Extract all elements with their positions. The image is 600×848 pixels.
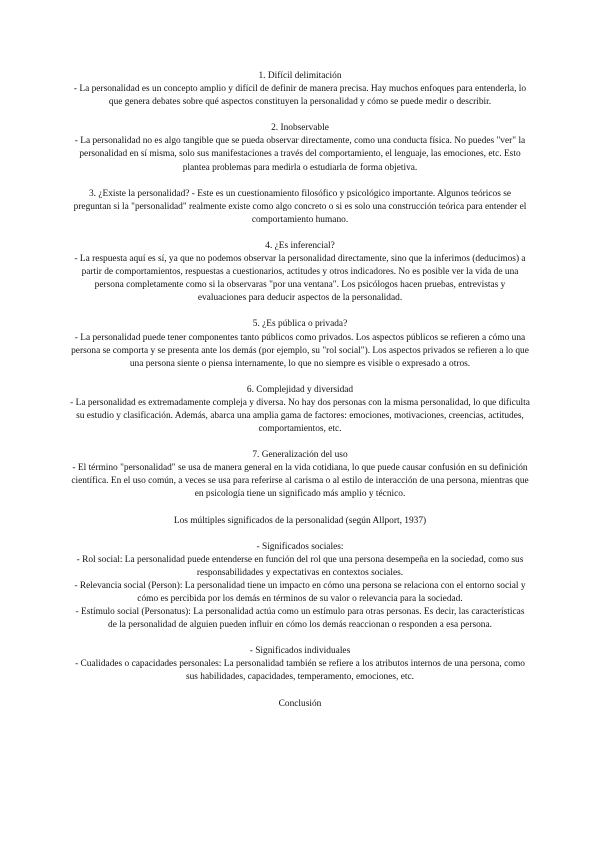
subsection-title: - Significados sociales:	[256, 541, 344, 552]
section-title: 7. Generalización del uso	[252, 450, 348, 461]
list-item: - Cualidades o capacidades personales: La personalidad también se refiere a los atributos internos de una persona, como sus habilidades, capacidades, temperamento, emociones, etc.	[75, 659, 525, 683]
section-body: - La personalidad es extremadamente compleja y diversa. No hay dos personas con la misma personalidad, lo que dificulta su estudio y clasificación. Además, abarca una amplia gama de factores: emociones, motivaciones, creencias, actitudes, comportamientos, etc.	[70, 397, 530, 435]
significados-individuales	[70, 645, 530, 684]
significados-sociales	[70, 541, 530, 633]
list-item: - Relevancia social (Person): La personalidad tiene un impacto en cómo una persona se relaciona con el entorno social y cómo es percibida por los demás en términos de su valor o relevancia para la sociedad.	[74, 580, 526, 604]
significados-heading	[70, 515, 530, 528]
section-2	[70, 122, 530, 174]
section-body: - La personalidad es un concepto amplio y difícil de definir de manera precisa. Hay muchos enfoques para entenderla, lo que genera debates sobre qué aspectos constituyen la personalidad y cómo se puede medir o describir.	[73, 84, 527, 108]
section-body: - La personalidad puede tener componentes tanto públicos como privados. Los aspectos públicos se refieren a cómo una persona se comporta y se presenta ante los demás (por ejemplo, su "rol social"). Los aspectos privados se refieren a lo que una persona siente o piensa internamente, lo que no siempre es visible o expresado a otros.	[71, 332, 529, 369]
document-page	[70, 70, 530, 724]
section-body: - La personalidad no es algo tangible que se pueda observar directamente, como una conducta física. No puedes "ver" la personalidad en sí misma, solo sus manifestaciones a través del comportamiento, el lenguaje, las emociones, etc. Esto plantea problemas para medirla o estudiarla de forma objetiva.	[74, 136, 526, 173]
conclusion-section	[70, 698, 530, 711]
section-7	[70, 449, 530, 501]
section-body: - La respuesta aquí es sí, ya que no podemos observar la personalidad directamente, sino que la inferimos (deducimos) a partir de comportamientos, respuestas a cuestionarios, actitudes y otros indicadores. No es posible ver la vida de una persona completamente como si la observaras "por una ventana". Los psicólogos hacen pruebas, entrevistas y evaluaciones para deducir aspectos de la personalidad.	[74, 254, 526, 304]
subsection-title: - Significados individuales	[249, 646, 351, 657]
section-body: 3. ¿Existe la personalidad? - Este es un cuestionamiento filosófico y psicológico importante. Algunos teóricos se preguntan si la "personalidad" realmente existe como algo concreto o si es solo una construcción teórica para entender el comportamiento humano.	[73, 188, 527, 225]
section-5	[70, 318, 530, 370]
section-title: 5. ¿Es pública o privada?	[252, 319, 348, 330]
section-title: 1. Difícil delimitación	[258, 71, 342, 81]
section-title: 6. Complejidad y diversidad	[246, 384, 354, 395]
section-title: 2. Inobservable	[271, 123, 329, 134]
list-item: - Estímulo social (Personatus): La personalidad actúa como un estímulo para otras personas. Es decir, las características de la personalidad de alguien pueden influir en cómo los demás reaccionan o responden a esa persona.	[75, 607, 525, 631]
section-4	[70, 240, 530, 305]
significados-title: Los múltiples significados de la personalidad (según Allport, 1937)	[173, 515, 427, 526]
section-1	[70, 70, 530, 109]
section-title: 4. ¿Es inferencial?	[265, 240, 335, 251]
section-body: - El término "personalidad" se usa de manera general en la vida cotidiana, lo que puede causar confusión en su definición científica. En el uso común, a veces se usa para referirse al carisma o al estilo de interacción de una persona, mientras que en psicología tiene un significado más amplio y técnico.	[71, 463, 529, 500]
list-item: - Rol social: La personalidad puede entenderse en función del rol que una persona desempeña en la sociedad, como sus responsabilidades y expectativas en contextos sociales.	[76, 554, 524, 578]
section-6	[70, 384, 530, 436]
section-3	[70, 188, 530, 227]
conclusion-title: Conclusión	[278, 698, 322, 709]
